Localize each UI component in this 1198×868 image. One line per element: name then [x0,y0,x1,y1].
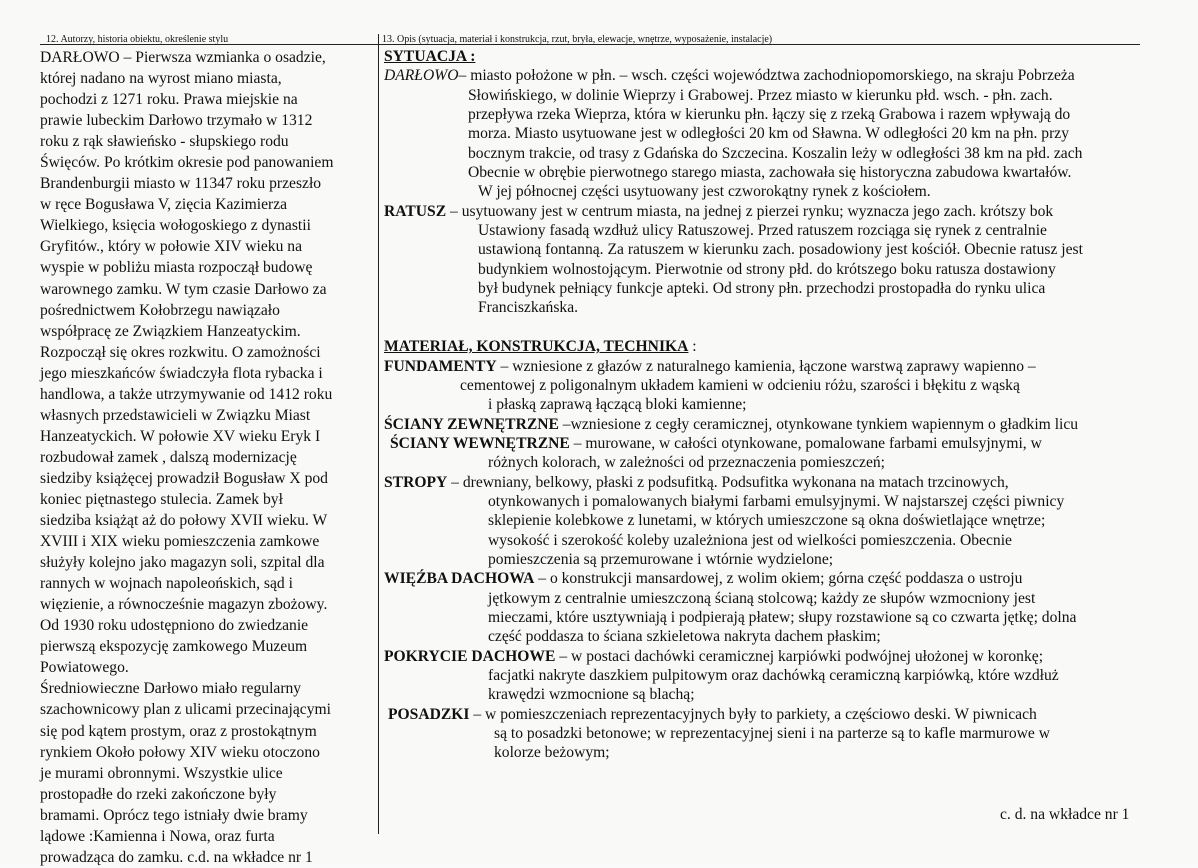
history-line: Wielkiego, księcia wołogoskiego z dynastii [40,217,311,235]
history-line: handlowa, a także utrzymywanie od 1412 roku [40,385,333,403]
posadzki-term: POSADZKI [388,705,470,723]
ratusz-line-4: był budynek pełniący funkcje apteki. Od strony płn. przechodzi prostopadła do rynku ulica [478,280,1046,298]
history-line: jego mieszkańców świadczyła flota rybacka i [40,364,323,382]
history-line: je murami obronnymi. Wszystkie ulice [40,764,283,782]
fundamenty-line-0: – wzniesione z głazów z naturalnego kamienia, łączone warstwą zaprawy wapienno – [496,357,1036,375]
history-line: służyły kolejno jako magazyn soli, szpital dla [40,554,325,572]
situation-heading: SYTUACJA : [384,48,476,65]
history-line: prowadząca do zamku. c.d. na wkładce nr 1 [40,848,313,866]
ratusz-line-1: Ustawiony fasadą wzdłuż ulicy Ratuszowej. Przed ratuszem rozciąga się rynek z centralnie [478,222,1047,240]
history-line: rynkiem Około połowy XIV wieku otoczono [40,743,320,761]
stropy-line-4: pomieszczenia są przemurowane i wtórnie wydzielone; [488,550,834,568]
darlowo-term: DARŁOWO [384,67,459,85]
continued-note: c. d. na wkładce nr 1 [1000,806,1130,823]
darlowo-line-6: W jej północnej części usytuowany jest czworokątny rynek z kościołem. [478,183,931,201]
history-line: Rozpoczął się okres rozkwitu. O zamożności [40,343,321,361]
wiezba-line-0: – o konstrukcji mansardowej, z wolim okiem; górna część poddasza o ustroju [534,570,1023,588]
history-line: w ręce Bogusława V, zięcia Kazimierza [40,196,288,214]
history-line: Hanzeatyckich. W połowie XV wieku Eryk I [40,427,321,445]
posadzki-line-0: – w pomieszczeniach reprezentacyjnych były to parkiety, a częściowo deski. W piwnicach [469,705,1037,723]
history-line: Święców. Po krótkim okresie pod panowaniem [40,154,334,172]
ratusz-line-0: – usytuowany jest w centrum miasta, na jednej z pierzei rynku; wyznacza jego zach. krótszy bok [446,202,1054,220]
posadzki-line-2: kolorze beżowym; [494,744,610,762]
stropy-line-3: wysokość i szerokość koleby uzależniona jest od wielkości pomieszczenia. Obecnie [488,531,1012,549]
posadzki-line-1: są to posadzki betonowe; w reprezentacyjnej sieni i na parterze są to kafle marmurowe w [494,725,1050,743]
stropy-line-2: sklepienie kolebkowe z lunetami, w których umieszczone są okna doświetlające wnętrze; [488,512,1046,530]
stropy-line-0: – drewniany, belkowy, płaski z podsufitką. Podsufitka wykonana na matach trzcinowych, [447,473,1009,491]
history-line: warownego zamku. W tym czasie Darłowo za [40,280,327,298]
history-line: współpracę ze Związkiem Hanzeatyckim. [40,322,301,340]
history-line: wyspie w pobliżu miasta rozpoczął budowę [40,259,313,277]
history-line: pierwszą ekspozycję zamkowego Muzeum [40,638,308,656]
pokrycie-line-1: facjatki nakryte daszkiem pulpitowym oraz dachówką ceramiczną karpiówką, które wzdłuż [488,667,1059,684]
sciany-wewnetrzne-line-1: różnych kolorach, w zależności od przeznaczenia pomieszczeń; [488,454,886,472]
history-column [40,47,374,868]
wiezba-term: WIĘŹBA DACHOWA [384,570,535,588]
pokrycie-line-0: – w postaci dachówki ceramicznej karpiówki podwójnej ułożonej w koronkę; [555,647,1044,665]
darlowo-line-5: Obecnie w obrębie pierwotnego starego miasta, zachowała się historyczna zabudowa kwartałów. [468,164,1072,182]
history-line: Powiatowego. [40,659,129,677]
darlowo-line-4: bocznym trakcie, od trasy z Gdańska do Szczecina. Koszalin leży w odległości 38 km na płd. zach [468,144,1083,162]
wiezba-line-2: mieczami, które usztywniają i podpierają płatew; słupy rozstawione są co czwarta jętkę; dolna [488,608,1077,626]
right-column-header: 13. Opis (sytuacja, materiał i konstrukcja, rzut, bryła, elewacje, wnętrze, wyposażenie, instalacje) [382,34,773,45]
darlowo-line-1: Słowińskiego, w dolinie Wieprzy i Grabowej. Przez miasto w kierunku płd. wsch. - płn. zach. [468,86,1053,104]
history-line: lądowe :Kamienna i Nowa, oraz furta [40,827,275,845]
history-line: się pod kątem prostym, oraz z prostokątnym [40,722,317,740]
column-divider [378,34,379,834]
history-line: siedziba książąt aż do połowy XVII wieku. W [40,512,328,530]
darlowo-line-0: – miasto położone w płn. – wsch. części województwa zachodniopomorskiego, na skraju Pobrzeża [458,67,1075,85]
description-column [384,47,1144,763]
sciany-zewnetrzne-line: –wzniesione z cegły ceramicznej, otynkowane tynkiem wapiennym o gładkim licu [558,415,1079,433]
history-line: prostopadłe do rzeki zakończone były [40,785,277,803]
pokrycie-term: POKRYCIE DACHOWE [384,647,556,665]
history-line: Brandenburgii miasto w 11347 roku przeszło [40,175,322,193]
ratusz-line-3: budynkiem wolnostojącym. Pierwotnie od strony płd. do krótszego boku ratusza dostawiony [478,260,1056,278]
header-divider [40,44,1140,45]
ratusz-line-2: ustawioną fontanną. Za ratuszem w kierunku zach. posadowiony jest kościół. Obecnie ratusz jest [478,241,1083,259]
history-line: Od 1930 roku udostępniono do zwiedzanie [40,617,309,635]
history-line: rannych w wojnach napoleońskich, sąd i [40,575,293,593]
history-line: pochodzi z 1271 roku. Prawa miejskie na [40,91,298,109]
sciany-wewnetrzne-line-0: – murowane, w całości otynkowane, pomalowane farbami emulsyjnymi, w [569,434,1042,452]
history-line: XVIII i XIX wieku pomieszczenia zamkowe [40,533,320,551]
wiezba-line-3: część poddasza to ściana szkieletowa nakryta dachem płaskim; [488,628,881,646]
material-heading-colon: : [688,338,697,356]
darlowo-line-3: morza. Miasto usytuowane jest w odległości 20 km od Sławna. W odległości 20 km na płn. przy [468,125,1069,143]
history-line: bramami. Oprócz tego istniały dwie bramy [40,806,308,824]
history-line: której nadano na wyrost miano miasta, [40,70,282,88]
sciany-zewnetrzne-term: ŚCIANY ZEWNĘTRZNE [384,415,559,433]
history-line: rozbudował zamek , dalszą modernizację [40,448,297,466]
material-heading: MATERIAŁ, KONSTRUKCJA, TECHNIKA [384,338,689,356]
history-line: szachownicowy plan z ulicami przecinającymi [40,701,331,719]
history-line: DARŁOWO – Pierwsza wzmianka o osadzie, [40,49,326,66]
fundamenty-line-2: i płaską zaprawą łączącą bloki kamienne; [488,396,747,414]
history-line: koniec piętnastego stulecia. Zamek był [40,490,283,508]
wiezba-line-1: jętkowym z centralnie umieszczoną ścianą stolcową; każdy ze słupów wzmocniony jest [488,589,1036,607]
history-line: własnych przedstawicieli w Związku Miast [40,406,311,424]
ratusz-term: RATUSZ [384,202,447,220]
stropy-term: STROPY [384,473,448,491]
history-line: pośrednictwem Kołobrzegu nawiązało [40,301,280,319]
fundamenty-line-1: cementowej z poligonalnym układem kamieni w odcieniu różu, szarości i błękitu z wąską [460,376,1020,394]
pokrycie-line-2: krawędzi wzmocnione są blachą; [488,686,695,704]
history-line: siedziby książęcej prowadził Bogusław X pod [40,469,328,487]
sciany-wewnetrzne-term: ŚCIANY WEWNĘTRZNE [390,434,570,452]
history-line: więzienie, a równocześnie magazyn zbożowy. [40,596,328,614]
fundamenty-term: FUNDAMENTY [384,357,497,375]
history-line: Średniowieczne Darłowo miało regularny [40,680,302,698]
stropy-line-1: otynkowanych i pomalowanych białymi farbami emulsyjnymi. W najstarszej części piwnicy [488,492,1065,510]
left-column-header: 12. Autorzy, historia obiektu, określenie stylu [46,34,229,45]
ratusz-line-5: Franciszkańska. [478,299,579,317]
history-line: roku z rąk sławieńsko - słupskiego rodu [40,133,289,151]
history-line: prawie lubeckim Darłowo trzymało w 1312 [40,112,313,130]
darlowo-line-2: przepływa rzeka Wieprza, która w kierunku płn. łączy się z rzeką Grabowa i razem wpływają do [468,106,1071,124]
history-line: Gryfitów., który w połowie XIV wieku na [40,238,303,256]
